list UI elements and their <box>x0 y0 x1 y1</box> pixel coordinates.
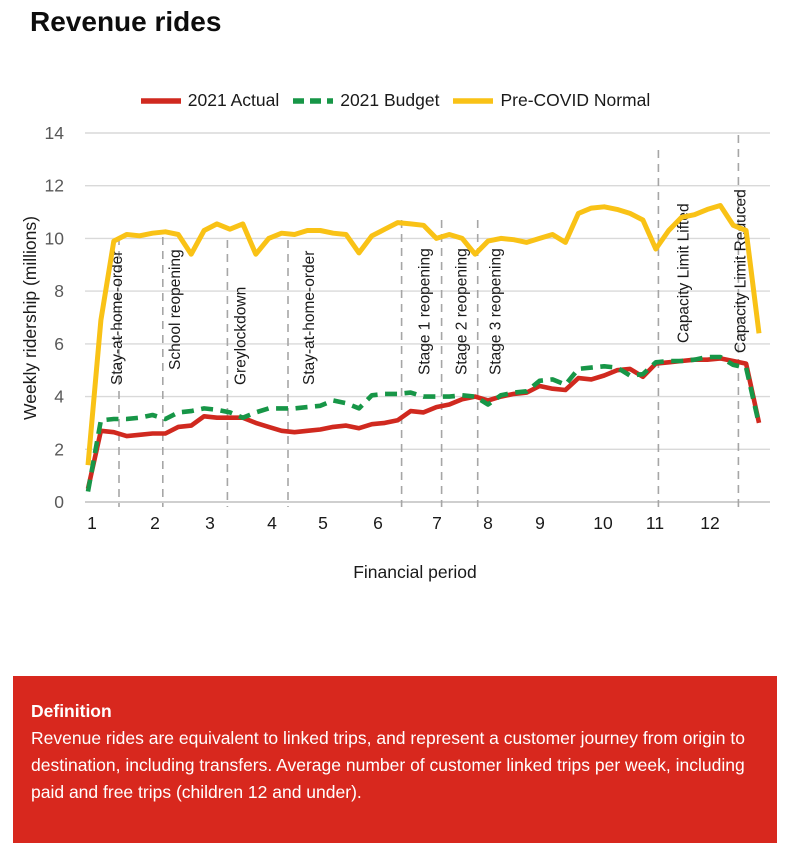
y-tick-label: 2 <box>54 439 64 460</box>
definition-body: Revenue rides are equivalent to linked trips, and represent a customer journey from origin to destination, including transfers. Average number of customer linked trips per week, including paid and free trips (children 12 and under). <box>31 728 745 802</box>
x-tick-label: 5 <box>318 513 328 533</box>
x-tick-label: 11 <box>645 513 665 533</box>
y-tick-label: 14 <box>44 123 64 143</box>
x-tick-label: 4 <box>267 513 277 533</box>
y-tick-label: 4 <box>54 386 64 407</box>
legend-item-2021-actual[interactable] <box>140 90 279 111</box>
y-axis-title: Weekly ridership (millions) <box>20 216 40 420</box>
annotation-label: Stage 3 reopening <box>487 248 505 375</box>
annotation-label: School reopening <box>166 249 184 370</box>
legend-swatch-2021-budget <box>292 97 334 105</box>
x-tick-label: 2 <box>150 513 160 533</box>
x-tick-label: 1 <box>87 513 97 533</box>
x-tick-label: 12 <box>700 513 720 533</box>
y-tick-label: 6 <box>54 333 64 354</box>
y-tick-label: 0 <box>54 492 64 512</box>
annotation-label: Stage 2 reopening <box>453 248 471 375</box>
x-tick-label: 3 <box>205 513 215 533</box>
y-tick-label: 12 <box>44 175 64 196</box>
legend-label-pre-covid-normal: Pre-COVID Normal <box>500 90 651 110</box>
page-title: Revenue rides <box>30 6 222 37</box>
x-axis-title: Financial period <box>353 562 477 582</box>
annotation-label: Stage 1 reopening <box>416 248 434 375</box>
legend-item-pre-covid-normal[interactable] <box>452 90 650 111</box>
x-tick-label: 10 <box>593 513 613 533</box>
chart-legend <box>0 90 790 111</box>
annotation-label: Stay-at-home-order <box>109 250 126 385</box>
legend-swatch-2021-actual <box>140 97 182 105</box>
annotation-label: Capacity Limit Lifted <box>675 203 693 343</box>
y-tick-label: 10 <box>44 228 64 249</box>
x-tick-label: 9 <box>535 513 545 533</box>
x-tick-label: 8 <box>483 513 493 533</box>
legend-swatch-pre-covid-normal <box>452 97 494 105</box>
legend-label-2021-budget: 2021 Budget <box>340 90 440 110</box>
definition-box <box>13 676 777 843</box>
x-tick-label: 6 <box>373 513 383 533</box>
annotation-label: Stay-at-home-order <box>301 250 318 385</box>
annotation-label: Capacity Limit Reduced <box>732 189 750 353</box>
annotation-label: Greylockdown <box>232 286 250 385</box>
legend-item-2021-budget[interactable] <box>292 90 439 111</box>
definition-heading: Definition <box>31 701 112 721</box>
y-tick-label: 8 <box>54 281 64 302</box>
x-tick-label: 7 <box>432 513 442 533</box>
legend-label-2021-actual: 2021 Actual <box>187 90 280 110</box>
